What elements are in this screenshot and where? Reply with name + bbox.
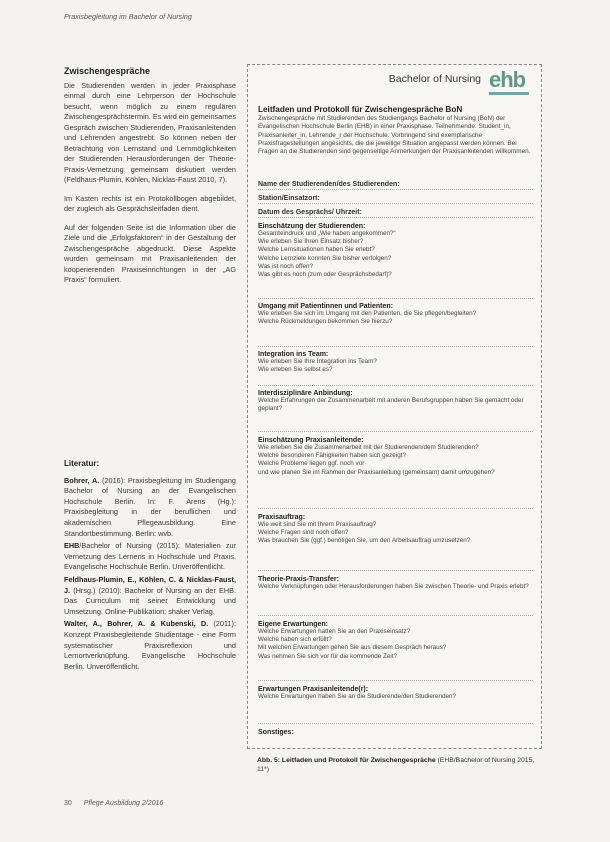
literature-author: Walter, A., Bohrer, A. & Kubenski, D.: [64, 619, 209, 629]
box-intro: Zwischengespräche mit Studierenden des Studiengangs Bachelor of Nursing (BoN) der Evangelischen Hochschule Berlin (EHB) in einer Praxisphase. Teilnehmende: Student_in, Praxisanleiter_in, Lehrende_r der Hochschule. Vorbringend sind exemplarische Praxisfragestellungen angesichts, die die jeweilige Situation angepasst werden können. Bei Fragen an die Studierenden sind gegenseitige Anmerkungen der Praxisanleitenden willkommen.: [258, 115, 531, 156]
field-station: Station/Einsatzort:: [258, 195, 533, 204]
literature: [64, 459, 236, 674]
section-title: Praxisauftrag:: [258, 514, 306, 521]
section-title: Integration ins Team:: [258, 351, 329, 358]
left-column: [64, 66, 236, 294]
divider: [258, 570, 533, 571]
paragraph-3: Auf der folgenden Seite ist die Information über die Ziele und die „Erfolgsfaktoren“ in der Gestaltung der Zwischengespräche abgedruckt. Diese Aspekte wurden gemeinsam mit Praxisanleitenden der kooperierenden Praxiseinrichtungen in der „AG Praxis“ formuliert.: [64, 222, 236, 284]
paragraph-1: Die Studierenden werden in jeder Praxisphase einmal durch eine Lehrperson der Hochschule besucht, wenn möglich zu einem regulären Zwischengesprächstermin. Es wird ein gemeinsames Gespräch zwischen Studierenden, Praxisanleitenden und Lehrenden angestrebt. So können neben der Betrachtung von Lernstand und Lernmöglichkeiten der Studierenden Herausforderungen der Theorie-Praxis-Vernetzung gemeinsam diskutiert werden (Feldhaus-Plumin, Köhlen, Nicklas-Faust 2010, 7).: [64, 80, 236, 184]
section-title: Interdisziplinäre Anbindung:: [258, 390, 353, 397]
field-student-name: Name der Studierenden/des Studierenden:: [258, 181, 533, 190]
question: Welche Erfahrungen der Zusammenarbeit mit anderen Berufsgruppen haben Sie gemacht oder geplant?: [258, 397, 524, 413]
question: Wie erleben Sie Ihren Einsatz bisher?: [258, 238, 364, 246]
question: Welche Verknüpfungen oder Herausforderungen haben Sie zwischen Theorie- und Praxis erlebt?: [258, 583, 529, 590]
divider: [258, 298, 533, 299]
page-footer: [64, 800, 163, 807]
section-student-assessment: [258, 223, 533, 279]
section-other: [258, 729, 533, 736]
section-title: Sonstiges:: [258, 729, 294, 736]
divider: [258, 346, 533, 347]
logo-text: ehb: [489, 67, 526, 92]
question: Was brauchen Sie (ggf.) benötigen Sie, um den Arbeitsauftrag umzusetzen?: [258, 537, 471, 545]
literature-text: /Bachelor of Nursing (2015): Materialien zur Vernetzung des Lernens in Hochschule und Praxis. Evangelische Hochschule Berlin. Unveröffentlicht.: [64, 541, 236, 572]
divider: [258, 385, 533, 386]
section-own-expectations: [258, 621, 533, 661]
literature-author: Bohrer, A.: [64, 475, 100, 485]
section-practice-assignment: [258, 514, 533, 546]
literature-text: (Hrsg.) (2010): Bachelor of Nursing an der EHB. Das Curriculum mit seiner Entwicklung und Umsetzung. Online-Publikation: shaker Verlag.: [64, 585, 236, 616]
page-number: 30: [64, 800, 72, 807]
question: Was nehmen Sie sich vor für die kommende Zeit?: [258, 652, 398, 660]
section-title: Einschätzung der Studierenden:: [258, 223, 366, 230]
field-date: Datum des Gesprächs/ Uhrzeit:: [258, 209, 533, 218]
question: Welche haben sich erfüllt?: [258, 636, 332, 644]
section-title: Theorie-Praxis-Transfer:: [258, 576, 339, 583]
question: Wie erleben Sie selbst es?: [258, 366, 333, 374]
literature-entry: [64, 619, 236, 672]
divider: [258, 508, 533, 509]
question: Welche Probleme liegen ggf. noch vor: [258, 460, 365, 468]
question: Welche Rückmeldungen bekommen Sie hierzu?: [258, 318, 393, 326]
paragraph-2: Im Kasten rechts ist ein Protokollbogen abgebildet, der zugleich als Gesprächsleitfaden dient.: [64, 193, 236, 213]
question: Was ist noch offen?: [258, 262, 313, 270]
question: Welche Lernziele konnten Sie bisher verfolgen?: [258, 254, 392, 262]
literature-entry: [64, 575, 236, 617]
running-head: Praxisbegleitung im Bachelor of Nursing: [64, 12, 192, 21]
divider: [258, 723, 533, 724]
literature-text: (2016): Praxisbegleitung im Studiengang Bachelor of Nursing an der Evangelischen Hochschule Berlin. In: F. Arens (Hg.): Praxisbegleitung in der beruflichen und akademischen Pflegeausbildung. Eine Standortbestimmung. Berlin: wvb.: [64, 475, 236, 538]
divider: [258, 680, 533, 681]
question: Was gibt es noch (zum oder Gesprächsbedarf)?: [258, 271, 392, 279]
section-team: [258, 351, 533, 374]
section-title: Erwartungen Praxisanleitende(r):: [258, 686, 369, 693]
journal-name: Pflege Ausbildung 2/2016: [83, 800, 164, 807]
protocol-box: [247, 64, 542, 749]
section-title: Umgang mit Patientinnen und Patienten:: [258, 303, 393, 310]
literature-heading: Literatur:: [64, 459, 100, 468]
figure-caption: [257, 756, 537, 774]
section-patients: [258, 303, 533, 326]
literature-author: EHB: [64, 541, 80, 551]
box-header: Bachelor of Nursing: [388, 73, 481, 85]
literature-entry: [64, 476, 236, 540]
divider: [258, 431, 533, 432]
section-mentor-expectations: [258, 686, 533, 701]
caption-bold: Abb. 5: Leitfaden und Protokoll für Zwischengespräche: [257, 757, 436, 764]
section-mentor-assessment: [258, 437, 533, 477]
box-title: Leitfaden und Protokoll für Zwischengespräche BoN: [258, 105, 463, 114]
question: Wie weit sind Sie mit Ihrem Praxisauftrag?: [258, 521, 377, 528]
question: Wie erleben Sie Ihre Integration ins Team?: [258, 358, 377, 365]
question: Wie erleben Sie sich im Umgang mit den Patienten, die Sie pflegen/begleiten?: [258, 310, 477, 317]
question: Mit welchen Erwartungen gehen Sie aus diesem Gespräch heraus?: [258, 644, 447, 652]
caption-rest: (EHB/Bachelor of Nursing 2015, 11*): [257, 757, 535, 773]
literature-author: Feldhaus-Plumin, E., Köhlen, C. & Nicklas-Faust, J.: [64, 574, 236, 595]
question: und wie planen Sie im Rahmen der Praxisanleitung (gemeinsam) damit umzugehen?: [258, 468, 495, 476]
section-theory-practice: [258, 576, 533, 591]
ehb-logo-icon: [489, 69, 531, 99]
question: Welche Erwartungen hatten Sie an den Praxiseinsatz?: [258, 628, 411, 635]
literature-entry: [64, 541, 236, 573]
section-title: Einschätzung Praxisanleitende:: [258, 437, 364, 444]
section-interdisciplinary: [258, 390, 533, 413]
section-heading: Zwischengespräche: [64, 66, 151, 76]
question: Welche besonderen Fähigkeiten haben sich gezeigt?: [258, 452, 406, 460]
literature-text: (2011): Konzept Praxisbegleitende Studientage - eine Form systematischer Praxisreflexion und Lernortverknüpfung. Evangelische Hochschule Berlin. Unveröffentlicht.: [64, 619, 236, 671]
divider: [258, 615, 533, 616]
question: Welche Fragen sind noch offen?: [258, 529, 349, 537]
question: Welche Lernsituationen haben Sie erlebt?: [258, 246, 375, 254]
question: Wie erleben Sie die Zusammenarbeit mit der Studierenden/dem Studierenden?: [258, 444, 479, 451]
question: Gesamteindruck und „Wie haben angekommen?“: [258, 230, 396, 237]
question: Welche Erwartungen haben Sie an die Studierende/den Studierenden?: [258, 693, 457, 700]
section-title: Eigene Erwartungen:: [258, 621, 329, 628]
